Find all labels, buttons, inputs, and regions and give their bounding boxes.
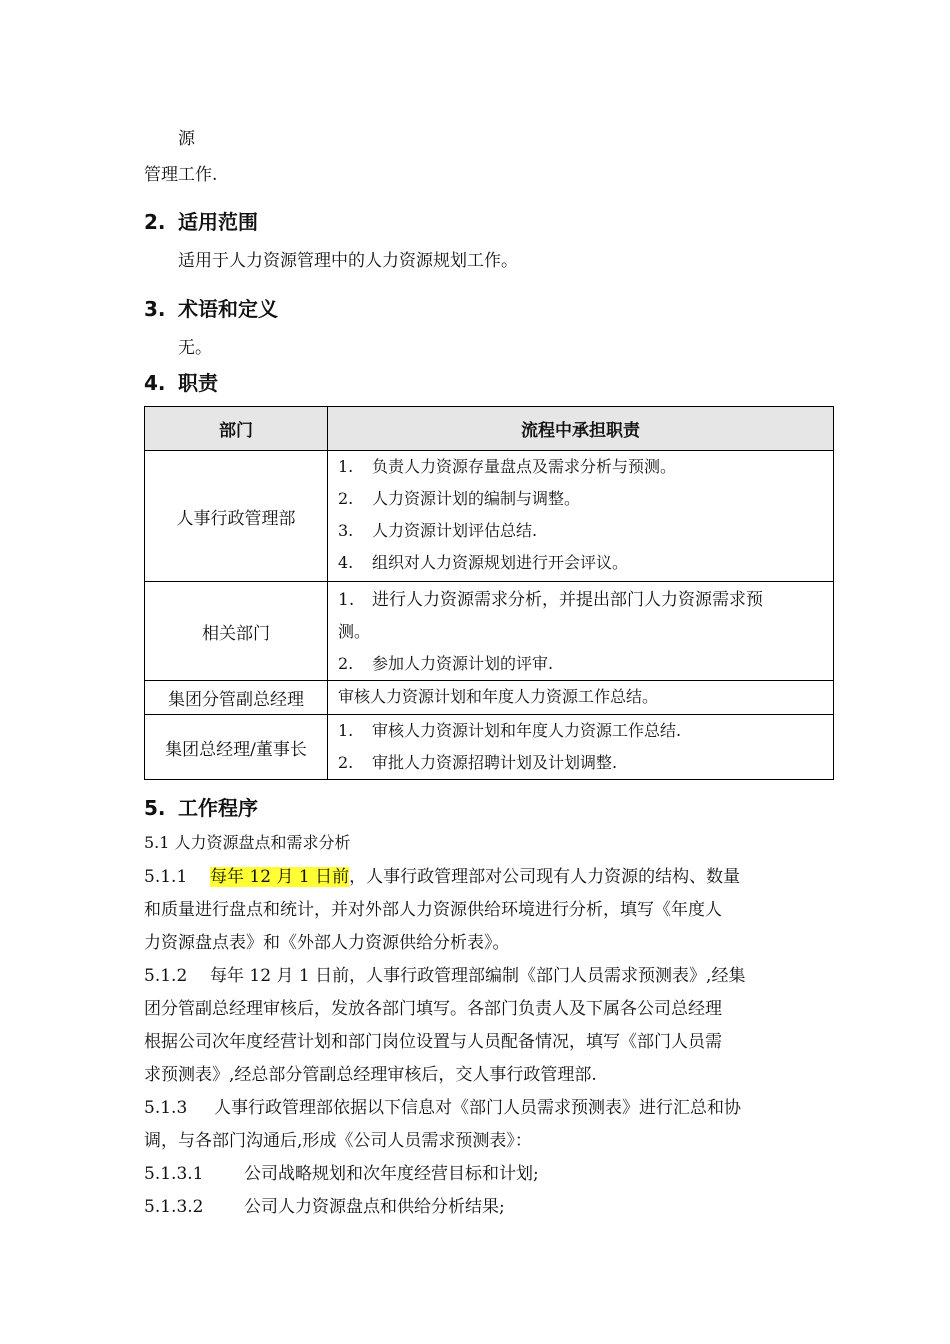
subsection-title: 5.1 人力资源盘点和需求分析 — [144, 833, 351, 852]
table-duty-cell — [327, 581, 834, 681]
paragraph-line: 5.1.3 人事行政管理部依据以下信息对《部门人员需求预测表》进行汇总和协 — [144, 1098, 741, 1118]
clause-number: 5.1.1 — [144, 867, 188, 887]
section-title: 术语和定义 — [178, 297, 278, 321]
table-duty-cell — [327, 714, 834, 780]
section-body: 无。 — [178, 338, 212, 358]
list-item-continuation: 测。 — [338, 622, 371, 641]
list-item: 2. 参加人力资源计划的评审. — [338, 654, 554, 673]
section-heading — [144, 370, 218, 396]
clause-number: 5.1.2 — [144, 966, 188, 986]
table-dept-cell: 集团总经理/董事长 — [144, 714, 328, 780]
highlighted-text: 每年 12 月 1 日前 — [210, 867, 350, 887]
list-item: 1. 负责人力资源存量盘点及需求分析与预测。 — [338, 457, 677, 476]
text-fragment: 源 — [178, 129, 195, 149]
section-title: 工作程序 — [178, 796, 258, 820]
table-dept-cell: 集团分管副总经理 — [144, 680, 328, 715]
paragraph-line: 力资源盘点表》和《外部人力资源供给分析表》。 — [144, 933, 510, 953]
table-dept-cell: 相关部门 — [144, 581, 328, 681]
list-item: 1. 进行人力资源需求分析，并提出部门人力资源需求预 — [338, 590, 763, 610]
clause-number: 5.1.3.1 — [144, 1164, 204, 1184]
clause-number: 5.1.3 — [144, 1098, 188, 1118]
list-item: 2. 人力资源计划的编制与调整。 — [338, 489, 581, 508]
table-header-cell: 流程中承担职责 — [327, 406, 834, 451]
responsibility-table — [144, 406, 834, 780]
paragraph-line: 调，与各部门沟通后,形成《公司人员需求预测表》： — [144, 1131, 532, 1151]
list-item: 4. 组织对人力资源规划进行开会评议。 — [338, 553, 629, 572]
clause-number: 5.1.3.2 — [144, 1197, 204, 1217]
section-number: 4. — [144, 371, 166, 395]
table-duty-cell — [327, 450, 834, 582]
section-heading — [144, 209, 258, 235]
paragraph-line: 5.1.1 每年 12 月 1 日前，人事行政管理部对公司现有人力资源的结构、数量 — [144, 867, 741, 887]
section-number: 5. — [144, 796, 166, 820]
paragraph-line: 5.1.2 每年 12 月 1 日前，人事行政管理部编制《部门人员需求预测表》,经集 — [144, 966, 746, 986]
list-item: 3. 人力资源计划评估总结. — [338, 521, 538, 540]
paragraph-line: 求预测表》,经总部分管副总经理审核后，交人事行政管理部. — [144, 1065, 597, 1085]
section-number: 2. — [144, 210, 166, 234]
section-heading — [144, 795, 258, 821]
section-body: 适用于人力资源管理中的人力资源规划工作。 — [178, 251, 518, 271]
table-dept-cell: 人事行政管理部 — [144, 450, 328, 582]
table-header-cell: 部门 — [144, 406, 328, 451]
section-number: 3. — [144, 297, 166, 321]
list-item: 2. 审批人力资源招聘计划及计划调整. — [338, 753, 618, 772]
table-duty-cell — [327, 680, 834, 715]
duty-text: 审核人力资源计划和年度人力资源工作总结。 — [338, 687, 659, 706]
section-heading — [144, 296, 278, 322]
paragraph-line: 根据公司次年度经营计划和部门岗位设置与人员配备情况，填写《部门人员需 — [144, 1032, 722, 1052]
paragraph-line: 和质量进行盘点和统计，并对外部人力资源供给环境进行分析，填写《年度人 — [144, 900, 722, 920]
section-title: 职责 — [178, 371, 218, 395]
list-item: 1. 审核人力资源计划和年度人力资源工作总结. — [338, 721, 682, 740]
text-fragment: 管理工作. — [144, 165, 218, 185]
section-title: 适用范围 — [178, 210, 258, 234]
paragraph-line: 5.1.3.2 公司人力资源盘点和供给分析结果; — [144, 1197, 505, 1217]
paragraph-line: 5.1.3.1 公司战略规划和次年度经营目标和计划; — [144, 1164, 539, 1184]
paragraph-line: 团分管副总经理审核后，发放各部门填写。各部门负责人及下属各公司总经理 — [144, 999, 722, 1019]
